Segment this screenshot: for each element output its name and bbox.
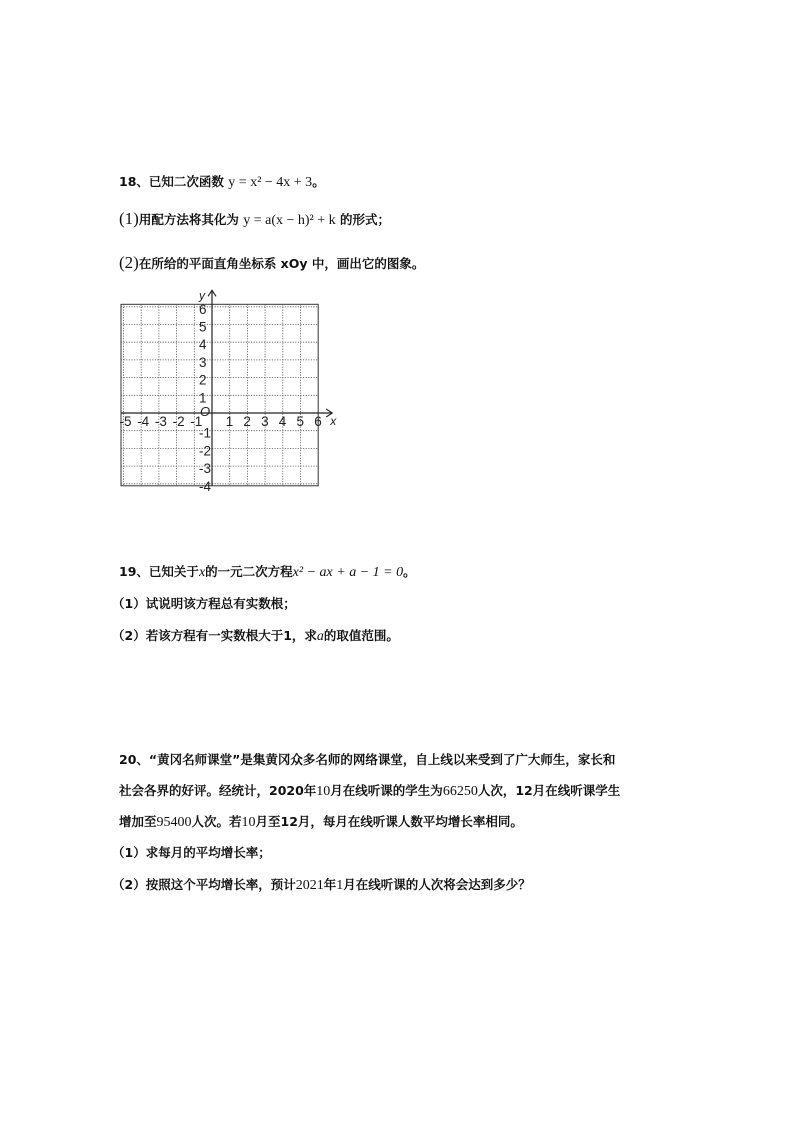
q18-part1 xyxy=(119,209,390,229)
q20-line2-c: 人次，12月在线听课学生 xyxy=(477,783,621,798)
q20-part2-a: （2）按照这个平均增长率，预计 xyxy=(112,877,296,892)
y-tick-label: 2 xyxy=(199,372,207,388)
q19-part2 xyxy=(112,626,399,645)
x-tick-label: 4 xyxy=(278,414,287,429)
q20-line2 xyxy=(119,781,620,800)
coordinate-grid xyxy=(115,282,345,492)
q18-intro: 已知二次函数 xyxy=(148,174,224,189)
q20-line2-a: 社会各界的好评。经统计，2020年 xyxy=(119,783,317,798)
y-tick-label: -4 xyxy=(199,478,212,492)
q20-line1-text: 、“黄冈名师课堂”是集黄冈众多名师的网络课堂，自上线以来受到了广大师生，家长和 xyxy=(136,752,616,767)
y-tick-label: 3 xyxy=(199,354,207,370)
q19-part2-var-a: a xyxy=(316,629,324,644)
x-tick-label: 5 xyxy=(296,414,305,429)
x-tick-label: 1 xyxy=(225,414,234,429)
q20-line3 xyxy=(119,812,523,831)
q20-part2-month: 1 xyxy=(336,878,344,893)
q19-part2-text-a: （2）若该方程有一实数根大于1，求 xyxy=(112,628,317,643)
q19-equation: x² − ax + a − 1 = 0 xyxy=(292,565,404,580)
q20-line3-count: 95400 xyxy=(156,815,192,830)
y-tick-label: 4 xyxy=(199,337,207,353)
q20-part2-c: 月在线听课的人次将会达到多少？ xyxy=(343,877,531,892)
q18-stem xyxy=(119,172,325,191)
q20-part2-b: 年 xyxy=(323,877,337,892)
x-tick-label: -5 xyxy=(119,414,132,429)
q18-part1-text-a: 用配方法将其化为 xyxy=(138,212,239,227)
q20-part1 xyxy=(112,843,271,861)
q18-part2-text: 在所给的平面直角坐标系 xOy 中，画出它的图象。 xyxy=(138,256,425,271)
origin-label: O xyxy=(200,404,211,419)
q18-part2 xyxy=(119,253,424,273)
q19-intro-b: 的一元二次方程 xyxy=(205,564,293,579)
q20-part1-text: （1）求每月的平均增长率； xyxy=(112,845,271,860)
x-tick-label: -3 xyxy=(154,414,167,429)
q19-number: 19 xyxy=(119,564,137,579)
q20-line3-b: 人次。若 xyxy=(191,814,242,829)
y-tick-label: -3 xyxy=(199,461,212,477)
q18-function: y = x² − 4x + 3 xyxy=(228,175,313,190)
x-tick-label: -4 xyxy=(137,414,150,429)
q18-end: 。 xyxy=(312,174,325,189)
y-tick-label: 5 xyxy=(199,319,207,335)
q19-end: 。 xyxy=(403,564,416,579)
q20-line2-count: 66250 xyxy=(442,784,478,799)
q19-intro-a: 已知关于 xyxy=(148,564,199,579)
q19-var-x: x xyxy=(198,565,206,580)
q19-stem xyxy=(119,562,416,581)
y-tick-label: -1 xyxy=(199,425,212,441)
coordinate-grid-svg xyxy=(115,282,345,492)
q20-number: 20 xyxy=(119,752,137,767)
q19-part2-text-b: 的取值范围。 xyxy=(323,628,399,643)
q20-line3-a: 增加至 xyxy=(119,814,157,829)
q20-line2-month: 10 xyxy=(316,784,331,799)
q20-line2-b: 月在线听课的学生为 xyxy=(330,783,443,798)
q20-part2 xyxy=(112,875,531,894)
q19-sep: 、 xyxy=(136,564,149,579)
x-tick-label: -1 xyxy=(190,414,203,429)
q18-part1-text-b: 的形式； xyxy=(339,212,390,227)
x-tick-label: 6 xyxy=(314,414,322,429)
y-axis-label: y xyxy=(199,288,205,303)
q20-line3-month: 10 xyxy=(241,815,256,830)
x-tick-label: -2 xyxy=(172,414,185,429)
q18-part2-mark: (2) xyxy=(119,253,139,272)
y-tick-label: 6 xyxy=(199,301,207,317)
q18-number: 18 xyxy=(119,174,137,189)
y-tick-label: -2 xyxy=(199,443,212,459)
q20-line1 xyxy=(119,750,615,768)
x-tick-label: 3 xyxy=(261,414,269,429)
q20-part2-year: 2021 xyxy=(295,878,324,893)
q18-part1-formula: y = a(x − h)² + k xyxy=(243,213,336,228)
x-axis-label: x xyxy=(330,414,337,428)
y-tick-label: 1 xyxy=(199,390,207,406)
q18-sep: 、 xyxy=(136,174,149,189)
q19-part1 xyxy=(112,594,296,612)
q19-part1-text: （1）试说明该方程总有实数根； xyxy=(112,596,296,611)
q18-part1-mark: (1) xyxy=(119,209,139,228)
x-tick-label: 2 xyxy=(243,414,251,429)
q20-line3-c: 月至12月，每月在线听课人数平均增长率相同。 xyxy=(255,814,523,829)
